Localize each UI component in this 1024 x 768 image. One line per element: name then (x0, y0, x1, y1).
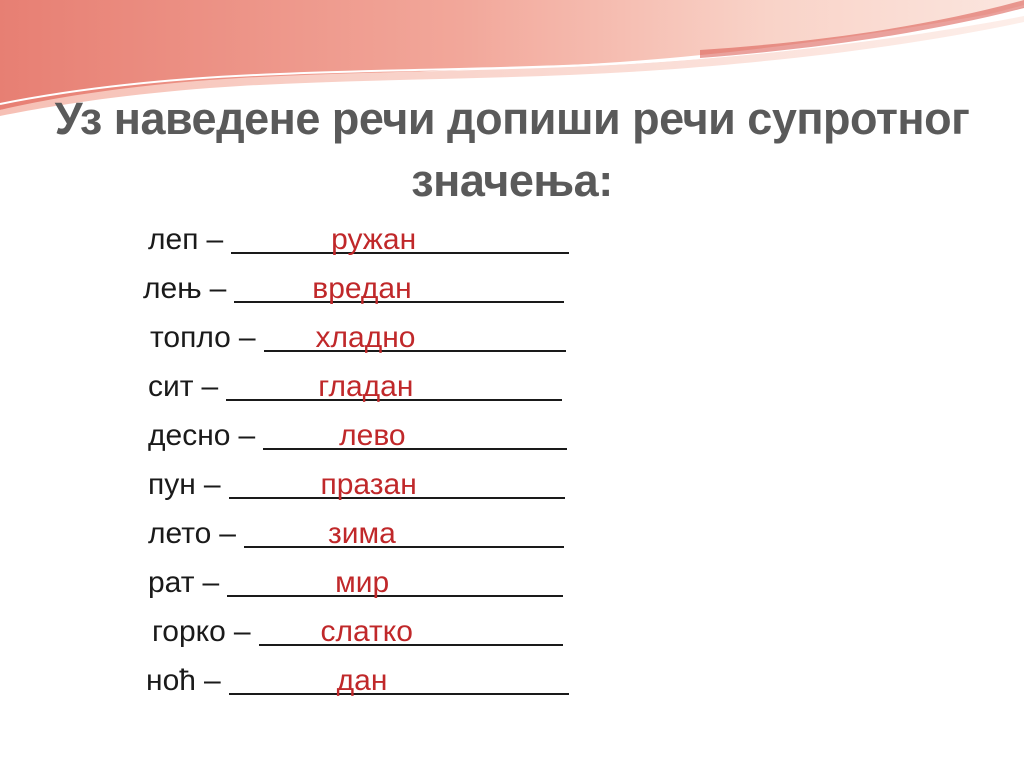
given-word: лето (148, 517, 212, 550)
antonym-row (148, 465, 565, 505)
slide-title (40, 88, 984, 212)
given-word: сит (148, 370, 194, 403)
answer-text: празан (320, 468, 417, 501)
dash: – (201, 370, 219, 403)
given-word: пун (148, 468, 196, 501)
title-line-1: Уз наведене речи допиши речи супротног (54, 93, 970, 144)
answer-blank[interactable] (259, 612, 563, 652)
antonym-row (148, 416, 567, 456)
given-word: рат (148, 566, 195, 599)
antonym-row (148, 220, 569, 260)
antonym-row (143, 269, 564, 309)
answer-blank[interactable] (234, 269, 564, 309)
answer-blank[interactable] (263, 416, 567, 456)
answer-blank[interactable] (227, 563, 563, 603)
answer-blank[interactable] (264, 318, 566, 358)
answer-text: лево (339, 419, 406, 452)
answer-text: дан (336, 664, 388, 697)
given-word: горко (152, 615, 226, 648)
dash: – (233, 615, 251, 648)
answer-blank[interactable] (229, 465, 565, 505)
answer-text: вредан (312, 272, 412, 305)
dash: – (206, 223, 224, 256)
antonym-row (148, 367, 562, 407)
answer-text: зима (327, 517, 396, 550)
antonym-row (148, 563, 563, 603)
answer-text: слатко (320, 615, 413, 648)
antonym-row (148, 514, 564, 554)
answer-text: мир (335, 566, 390, 599)
dash: – (219, 517, 236, 550)
given-word: леп (148, 223, 199, 256)
dash: – (203, 468, 221, 501)
answer-blank[interactable] (226, 367, 562, 407)
title-line-2: значења: (411, 155, 613, 206)
answer-text: гладан (318, 370, 414, 403)
antonym-row (146, 661, 569, 701)
answer-blank[interactable] (244, 514, 564, 554)
dash: – (238, 419, 256, 452)
dash: – (202, 566, 220, 599)
given-word: ноћ (146, 664, 196, 697)
dash: – (209, 272, 227, 305)
given-word: топло (150, 321, 231, 354)
answer-text: ружан (331, 223, 417, 256)
antonym-row (150, 318, 566, 358)
dash: – (203, 664, 221, 697)
dash: – (238, 321, 256, 354)
answer-blank[interactable] (229, 661, 569, 701)
antonym-row (152, 612, 563, 652)
given-word: лењ (143, 272, 202, 305)
answer-text: хладно (315, 321, 416, 354)
given-word: десно (148, 419, 231, 452)
answer-blank[interactable] (231, 220, 569, 260)
